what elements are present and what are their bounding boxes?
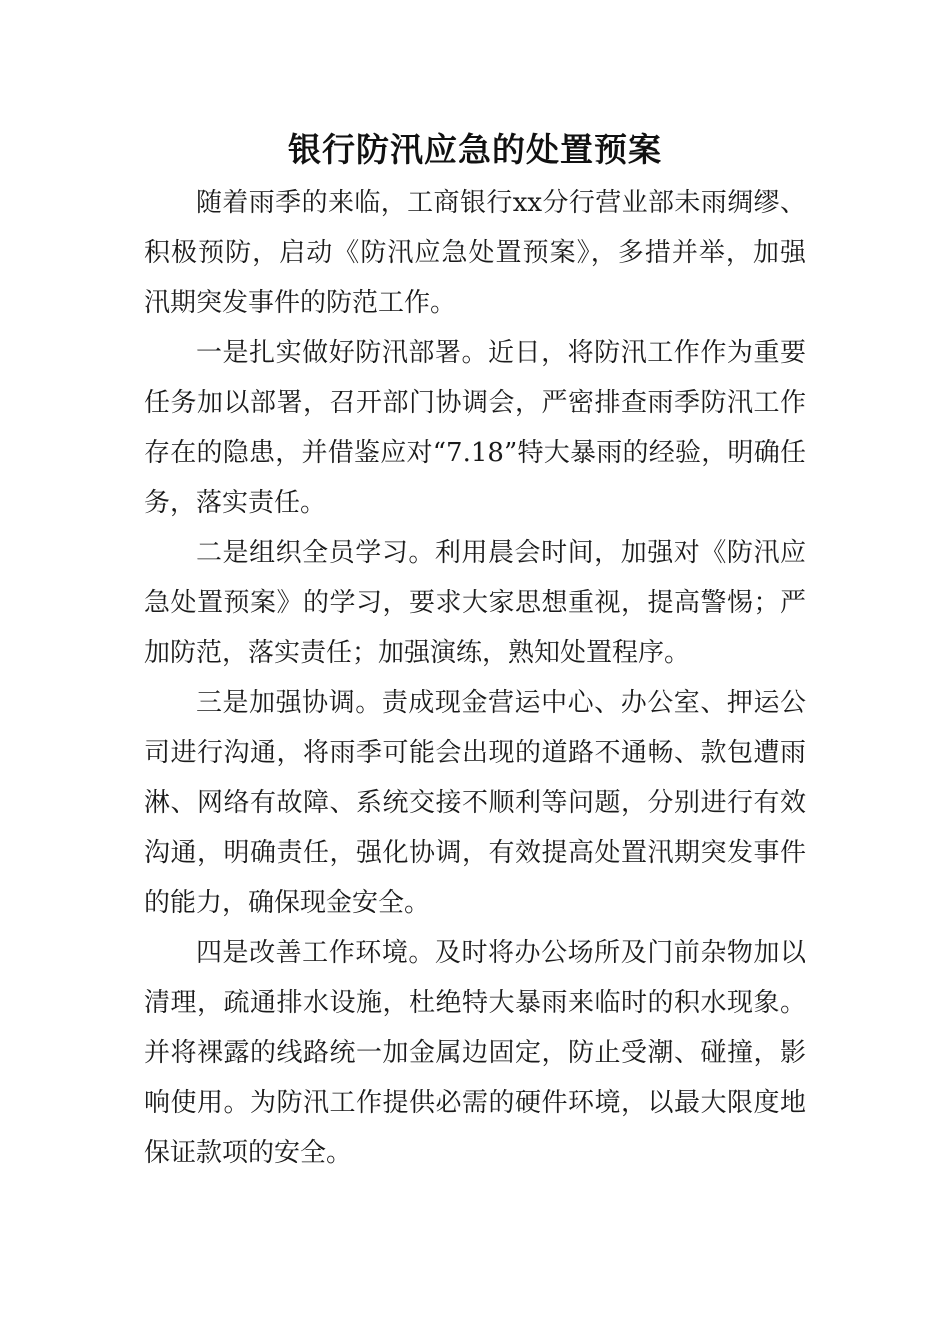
paragraph-intro: 随着雨季的来临，工商银行xx分行营业部未雨绸缪、积极预防，启动《防汛应急处置预案》，多措并举，加强汛期突发事件的防范工作。: [144, 188, 806, 318]
document-title: 银行防汛应急的处置预案: [288, 130, 662, 169]
paragraph-point-1: 一是扎实做好防汛部署。近日，将防汛工作作为重要任务加以部署，召开部门协调会，严密排查雨季防汛工作存在的隐患，并借鉴应对“7.18”特大暴雨的经验，明确任务，落实责任。: [144, 338, 806, 518]
paragraph-point-2: 二是组织全员学习。利用晨会时间，加强对《防汛应急处置预案》的学习，要求大家思想重视，提高警惕；严加防范，落实责任；加强演练，熟知处置程序。: [144, 538, 806, 668]
paragraph-point-3: 三是加强协调。责成现金营运中心、办公室、押运公司进行沟通，将雨季可能会出现的道路不通畅、款包遭雨淋、网络有故障、系统交接不顺利等问题，分别进行有效沟通，明确责任，强化协调，有效提高处置汛期突发事件的能力，确保现金安全。: [144, 688, 806, 918]
document-body: [144, 122, 806, 1178]
paragraph-point-4: 四是改善工作环境。及时将办公场所及门前杂物加以清理，疏通排水设施，杜绝特大暴雨来临时的积水现象。并将裸露的线路统一加金属边固定，防止受潮、碰撞，影响使用。为防汛工作提供必需的硬件环境，以最大限度地保证款项的安全。: [144, 938, 806, 1168]
